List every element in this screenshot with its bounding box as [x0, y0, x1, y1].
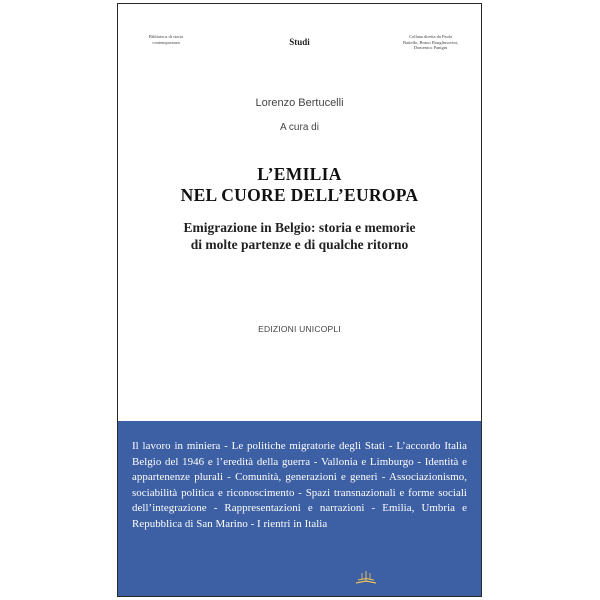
- book-subtitle: [118, 219, 481, 253]
- blurb-panel: [118, 421, 481, 596]
- blurb-text: Il lavoro in miniera - Le politiche migratorie degli Stati - L’accordo Italia Belgio del 1946 e l’eredità della guerra - Vallonia e Limburgo - Identità e appartenenze plurali - Comunità, generazioni e generi - Associazionismo, sociabilità politica e riconoscimento - Spazi transnazionali e forme sociali dell’integrazione - Rappresentazioni e narrazioni - Emilia, Umbria e Repubblica di San Marino - I rientri in Italia: [132, 440, 467, 530]
- series-label-left: Biblioteca di storia contemporanea: [148, 34, 184, 45]
- title-line: NEL CUORE DELL’EUROPA: [180, 185, 419, 205]
- series-label-right: Collana diretta da Paola Battello, Bruno Bonglimovini, Domenico Panigni: [403, 34, 458, 50]
- curator-label: A cura di: [280, 122, 319, 133]
- subtitle-line: Emigrazione in Belgio: storia e memorie: [183, 220, 416, 235]
- book-title: [118, 164, 481, 206]
- publisher-logo-icon: [354, 569, 378, 585]
- publisher-name: EDIZIONI UNICOPLI: [258, 324, 341, 334]
- book-cover: [117, 3, 482, 597]
- subtitle-line: di molte partenze e di qualche ritorno: [190, 237, 409, 252]
- title-line: L’EMILIA: [257, 164, 342, 184]
- author-name: Lorenzo Bertucelli: [255, 97, 344, 109]
- series-label-center: Studi: [289, 37, 310, 47]
